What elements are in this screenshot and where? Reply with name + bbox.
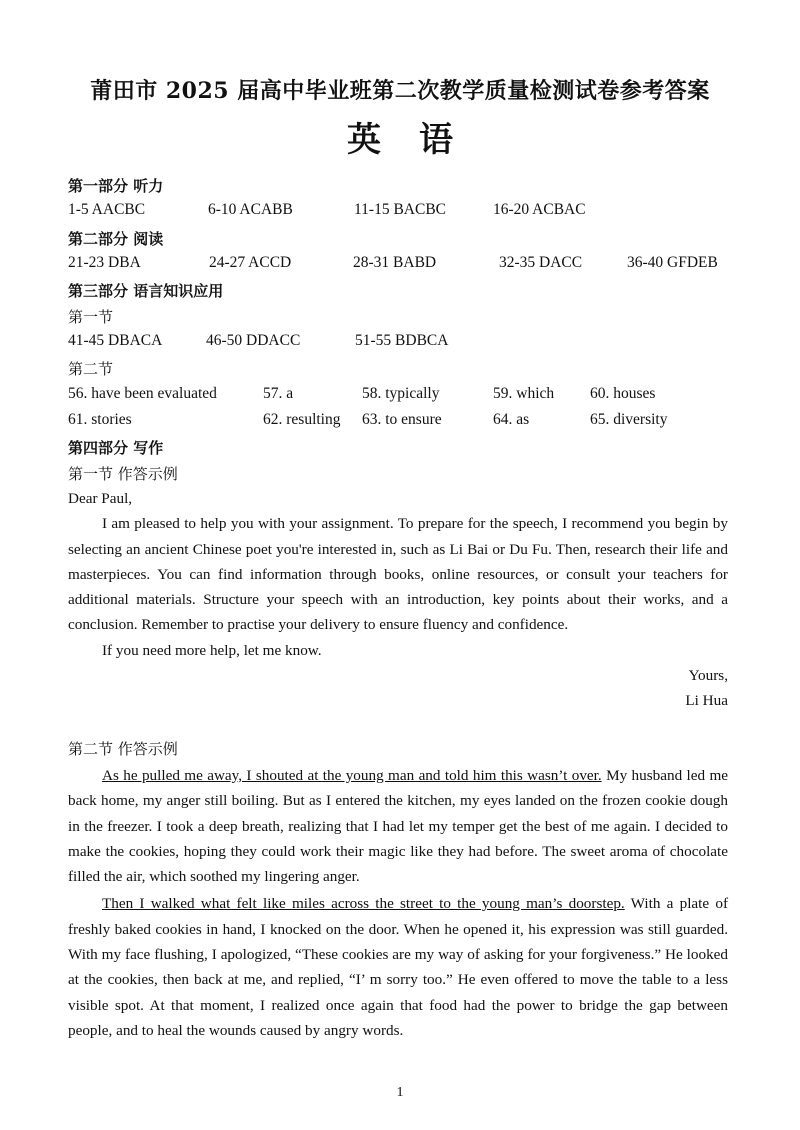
part4-section2-label: 第二节 作答示例	[68, 740, 178, 758]
answer-group: 16-20 ACBAC	[493, 201, 586, 218]
answer-group: 1-5 AACBC	[68, 201, 146, 218]
fill-answer: 56. have been evaluated	[68, 385, 217, 402]
continuation-paragraph	[68, 891, 728, 1043]
subject-title: 英语	[347, 120, 491, 160]
fill-answer: 63. to ensure	[362, 411, 442, 428]
part3-section2-row	[0, 385, 800, 407]
sample-continuation	[68, 763, 728, 1043]
answer-group: 32-35 DACC	[499, 254, 583, 271]
paragraph-text: With a plate of freshly baked cookies in hand, I knocked on the door. When he opened it, his expression was still guarded. With my face flushing, I apologized, “These cookies are my way of asking for your forgiveness.” He looked at the cookies, then back at me, and replied, “I’ m sorry too.” He even offered to move the table to a less visible spot. At that moment, I realized once again that food had the power to bridge the gap between people, and to heal the wounds caused by angry words.	[68, 895, 728, 1039]
answer-group: 28-31 BABD	[353, 254, 437, 271]
sample-letter	[68, 486, 728, 714]
letter-signature: Li Hua	[685, 692, 728, 710]
fill-answer: 64. as	[493, 411, 530, 428]
part1-answers	[0, 201, 800, 223]
part3-section2-row	[0, 411, 800, 433]
part1-heading: 第一部分 听力	[68, 177, 164, 195]
letter-greeting: Dear Paul,	[68, 490, 133, 507]
part3-section1-answers	[0, 332, 800, 354]
answer-group: 46-50 DDACC	[206, 332, 301, 349]
fill-answer: 62. resulting	[263, 411, 341, 428]
part4-heading: 第四部分 写作	[68, 439, 164, 457]
fill-answer: 60. houses	[590, 385, 656, 402]
fill-answer: 57. a	[263, 385, 294, 402]
fill-answer: 58. typically	[362, 385, 440, 402]
continuation-paragraph	[68, 763, 728, 889]
part2-heading: 第二部分 阅读	[68, 230, 164, 248]
answer-group: 36-40 GFDEB	[627, 254, 718, 271]
answer-group: 24-27 ACCD	[209, 254, 292, 271]
letter-body: I am pleased to help you with your assignment. To prepare for the speech, I recommend you begin by selecting an ancient Chinese poet you're interested in, such as Li Bai or Du Fu. Then, research their life and masterpieces. You can find information through books, online resources, or consult your teachers for additional materials. Structure your speech with an introduction, key points about their works, and a conclusion. Remember to practise your delivery to ensure fluency and confidence.	[68, 515, 728, 634]
answer-group: 21-23 DBA	[68, 254, 141, 271]
part3-section1-label: 第一节	[68, 308, 114, 326]
part4-section1-label: 第一节 作答示例	[68, 465, 178, 483]
answer-group: 6-10 ACABB	[208, 201, 293, 218]
given-opening-sentence: Then I walked what felt like miles across the street to the young man’s doorstep.	[102, 895, 625, 913]
answer-group: 41-45 DBACA	[68, 332, 163, 349]
page-title: 莆田市 2025 届高中毕业班第二次教学质量检测试卷参考答案	[90, 78, 710, 104]
fill-answer: 61. stories	[68, 411, 132, 428]
part3-section2-label: 第二节	[68, 360, 114, 378]
paragraph-text: My husband led me back home, my anger still boiling. But as I entered the kitchen, my eyes landed on the frozen cookie dough in the freezer. I took a deep breath, realizing that I had let my temper get the best of me again. I decided to make the cookies, hoping they could work their magic like they had before. The sweet aroma of chocolate filled the air, which soothed my lingering anger.	[68, 767, 729, 886]
part3-heading: 第三部分 语言知识应用	[68, 282, 224, 300]
letter-sign-off: Yours,	[688, 667, 728, 685]
answer-group: 11-15 BACBC	[354, 201, 447, 218]
part2-answers	[0, 254, 800, 276]
page-number: 1	[396, 1085, 404, 1100]
answer-group: 51-55 BDBCA	[355, 332, 449, 349]
given-opening-sentence: As he pulled me away, I shouted at the young man and told him this wasn’t over.	[102, 767, 602, 784]
fill-answer: 65. diversity	[590, 411, 668, 428]
letter-closing-line: If you need more help, let me know.	[102, 641, 322, 659]
fill-answer: 59. which	[493, 385, 555, 402]
